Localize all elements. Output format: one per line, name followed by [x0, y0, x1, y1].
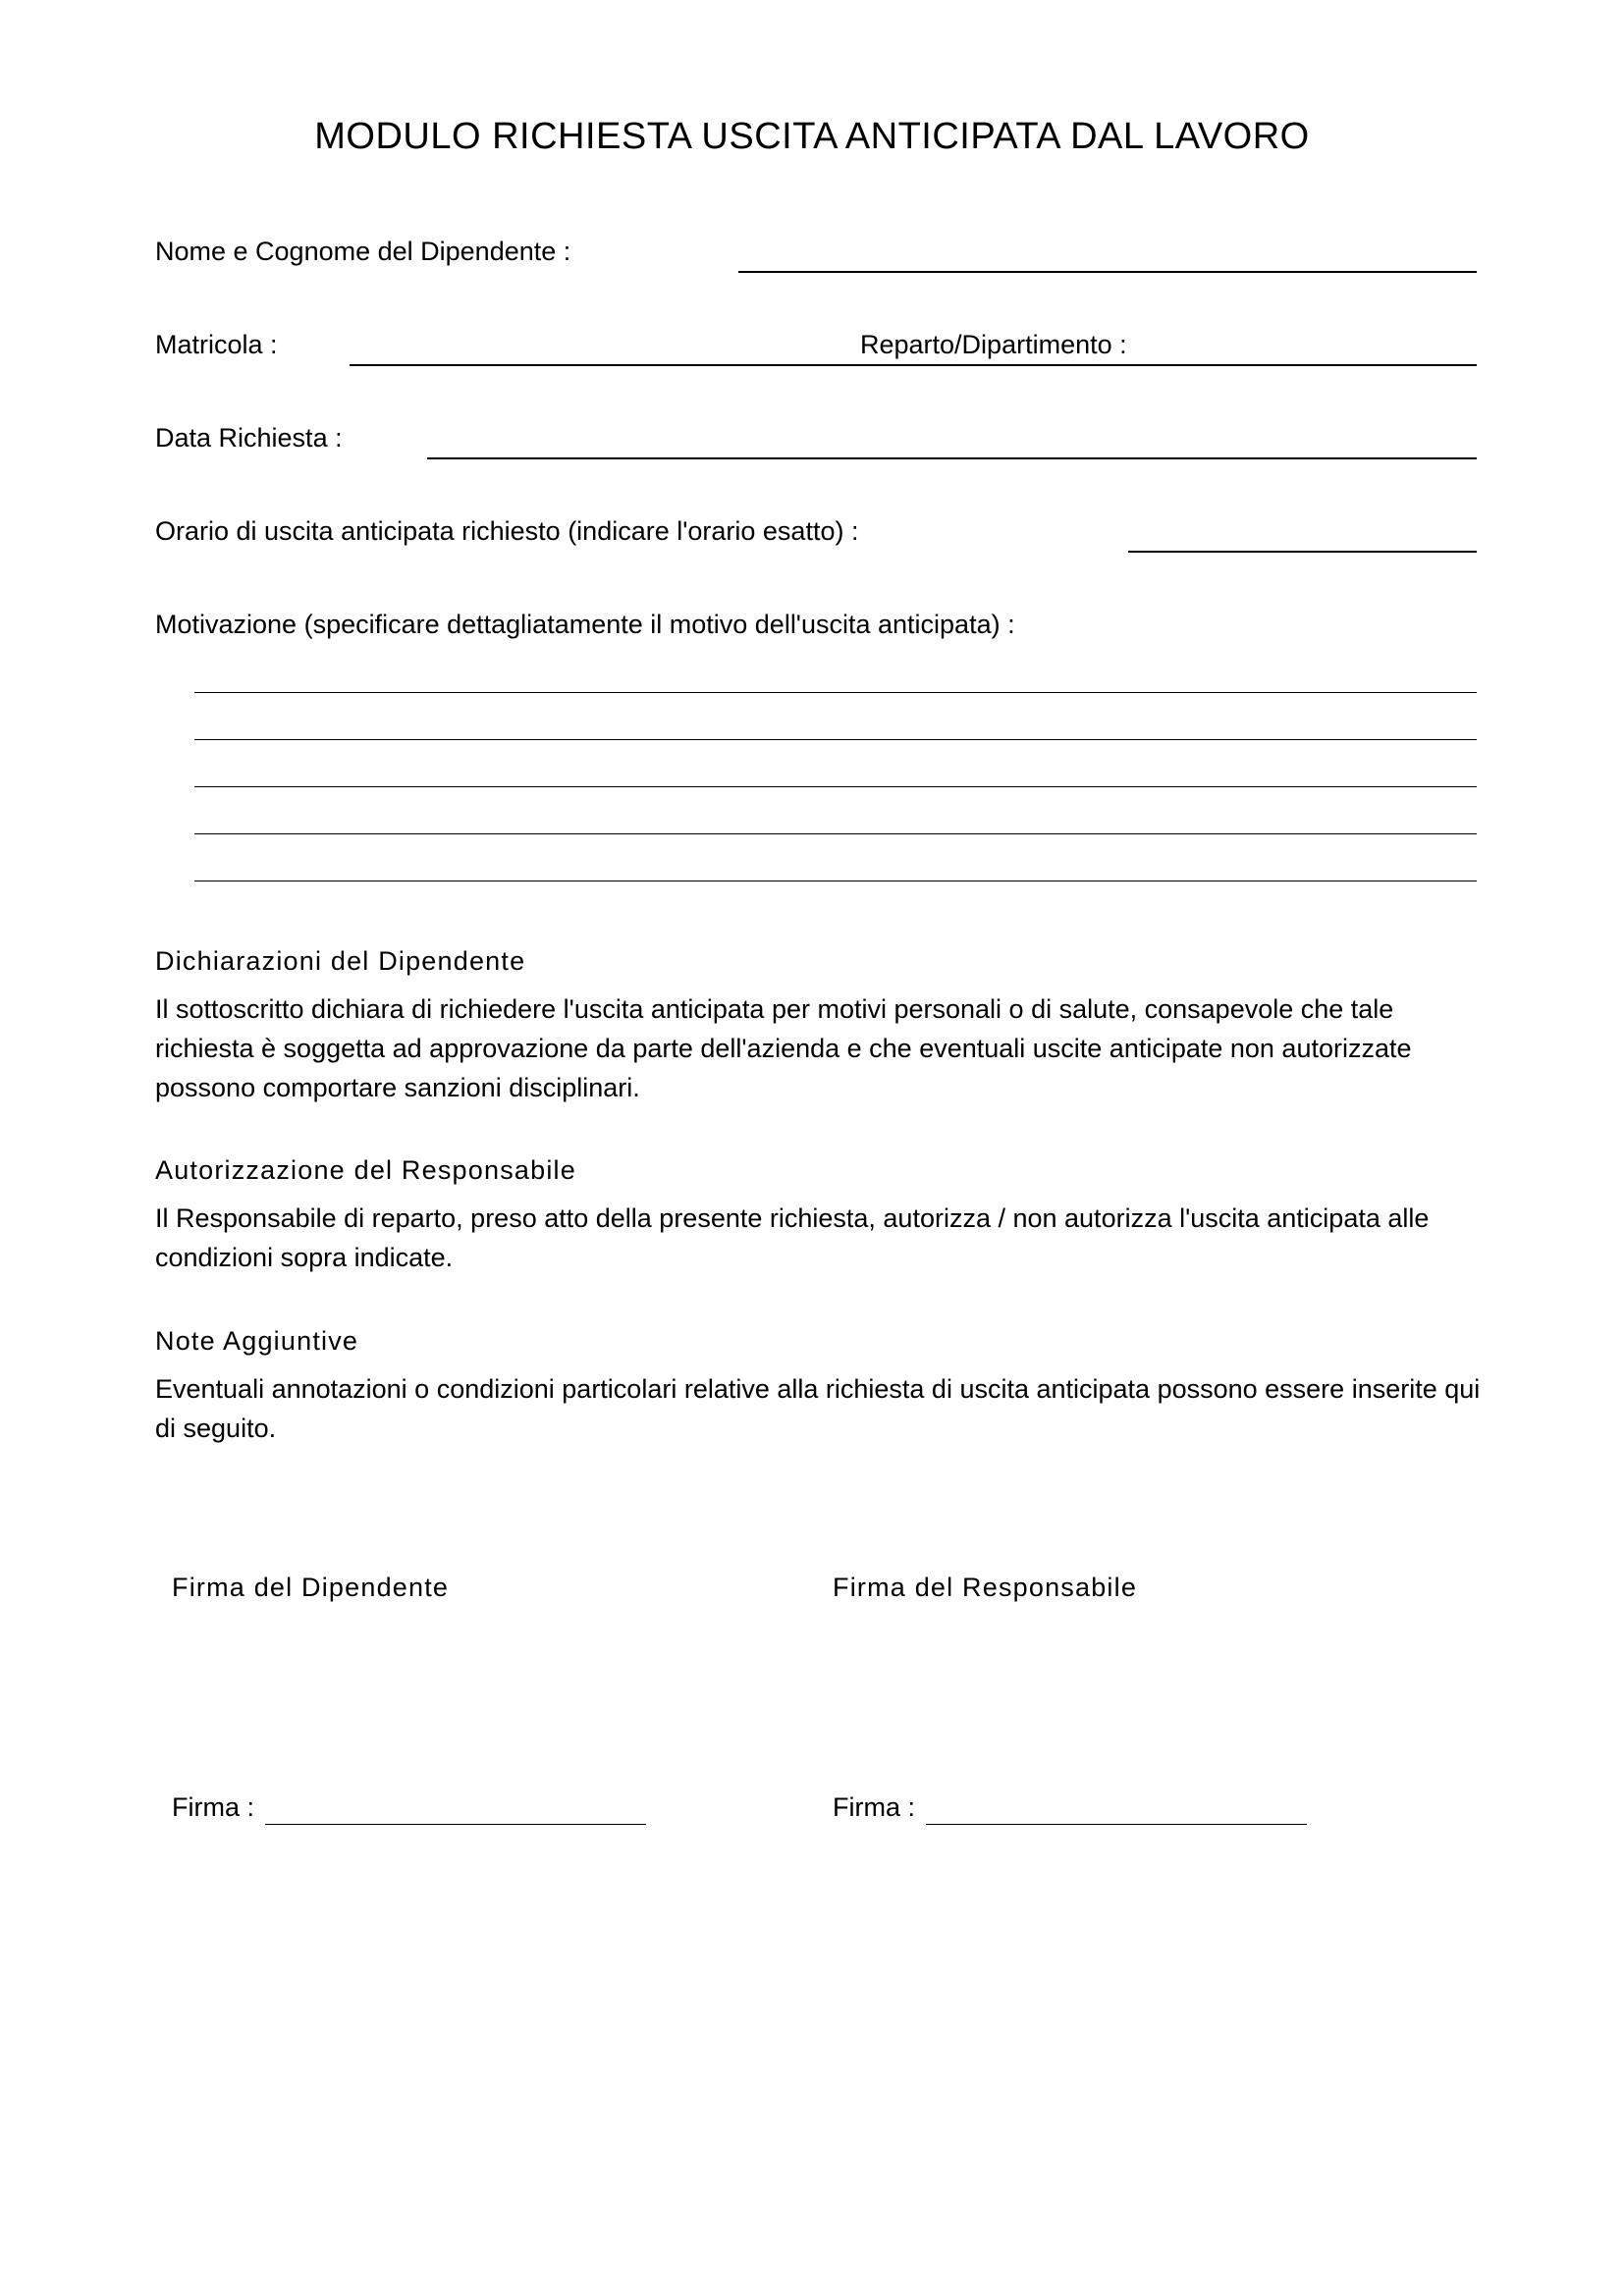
reason-line-2[interactable] [194, 739, 1477, 740]
form-title: MODULO RICHIESTA USCITA ANTICIPATA DAL LAVORO [314, 116, 1310, 157]
manager-authorization-text: Il Responsabile di reparto, preso atto della presente richiesta, autorizza / non autorizza l'uscita anticipata alle condizioni sopra indicate. [155, 1203, 1430, 1272]
employee-signature-label: Firma : [172, 1792, 254, 1822]
manager-signature-heading: Firma del Responsabile [833, 1573, 1138, 1602]
reason-line-1[interactable] [194, 692, 1477, 693]
additional-notes-heading: Note Aggiuntive [155, 1326, 359, 1356]
employee-declaration-text: Il sottoscritto dichiara di richiedere l'uscita anticipata per motivi personali o di salute, consapevole che tale richiesta è soggetta ad approvazione da parte dell'azienda e che eventuali uscite anticipate non autorizzate possono comportare sanzioni disciplinari. [155, 994, 1412, 1102]
employee-name-label: Nome e Cognome del Dipendente : [155, 237, 571, 266]
employee-id-label: Matricola : [155, 330, 278, 359]
manager-signature-label: Firma : [833, 1792, 915, 1822]
department-label: Reparto/Dipartimento : [856, 330, 1131, 360]
employee-name-field[interactable] [738, 271, 1477, 273]
reason-label: Motivazione (specificare dettagliatamente il motivo dell'uscita anticipata) : [155, 610, 1015, 639]
employee-declaration-heading: Dichiarazioni del Dipendente [155, 946, 526, 976]
reason-line-3[interactable] [194, 786, 1477, 787]
reason-line-4[interactable] [194, 833, 1477, 834]
manager-signature-field[interactable] [926, 1824, 1307, 1825]
exit-time-field[interactable] [1128, 551, 1477, 553]
exit-time-label: Orario di uscita anticipata richiesto (indicare l'orario esatto) : [155, 516, 859, 546]
employee-signature-heading: Firma del Dipendente [172, 1573, 450, 1602]
additional-notes-text: Eventuali annotazioni o condizioni particolari relative alla richiesta di uscita anticipata possono essere inserite qui di seguito. [155, 1374, 1481, 1443]
request-date-field[interactable] [427, 457, 1477, 459]
manager-authorization-heading: Autorizzazione del Responsabile [155, 1155, 576, 1185]
employee-id-department-field[interactable] [350, 364, 1477, 366]
employee-signature-field[interactable] [265, 1824, 646, 1825]
request-date-label: Data Richiesta : [155, 423, 343, 453]
